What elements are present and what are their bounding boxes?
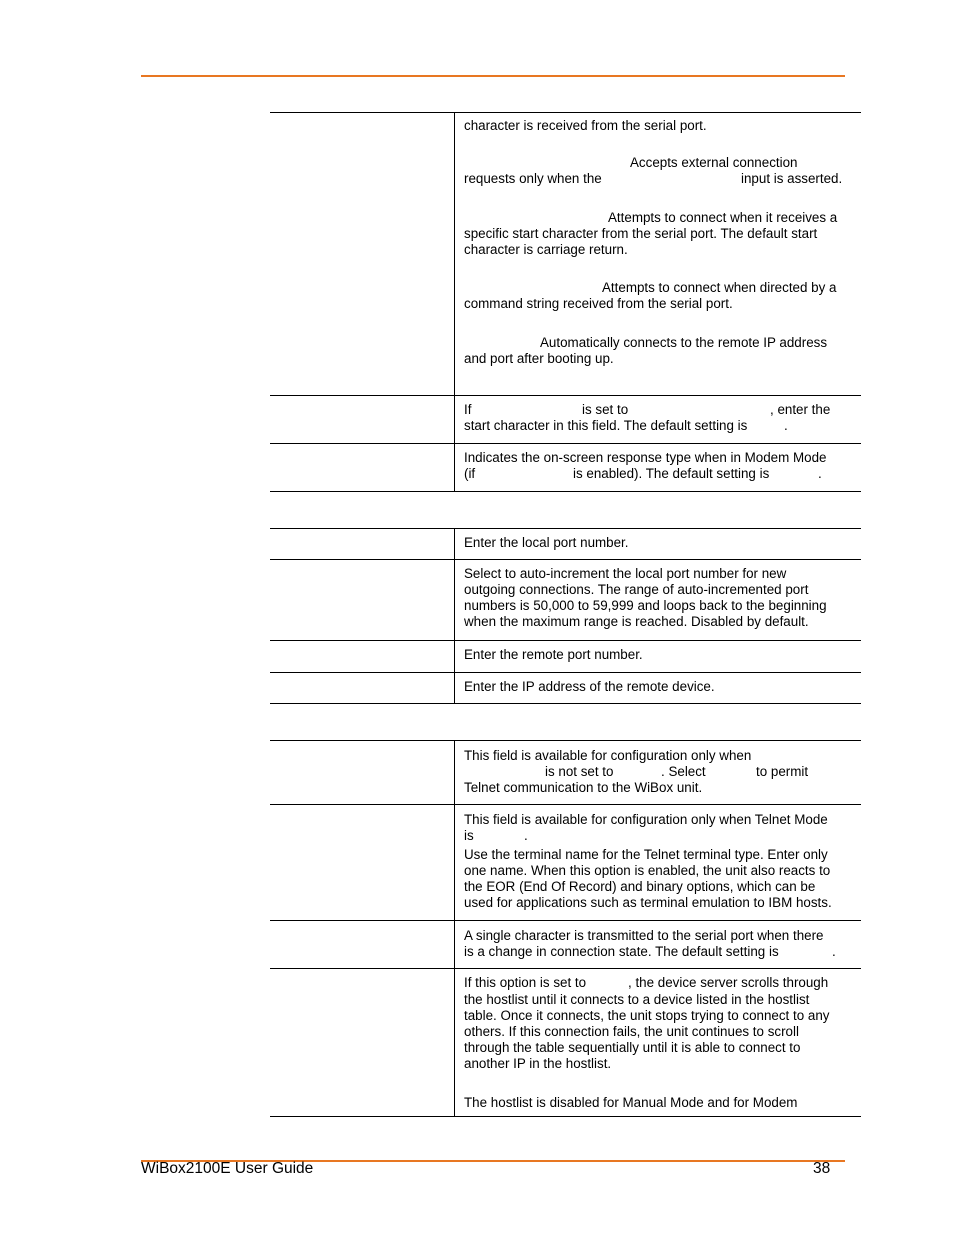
cell-text: is a change in connection state. The default setting is — [464, 944, 779, 959]
cell-text: is enabled). The default setting is — [573, 466, 770, 481]
cell-text: table. Once it connects, the unit stops trying to connect to any — [464, 1008, 830, 1023]
cell-text: If — [464, 402, 472, 417]
cell-text: . — [524, 828, 528, 843]
cell-text: the EOR (End Of Record) and binary options, which can be — [464, 879, 816, 894]
cell-text: , the device server scrolls through — [628, 975, 829, 990]
header-rule — [141, 75, 845, 77]
cell-text: specific start character from the serial port. The default start — [464, 226, 818, 241]
row-label-cell — [270, 640, 455, 672]
table-rule — [270, 672, 861, 673]
cell-text: . Select — [661, 764, 706, 779]
cell-text: command string received from the serial port. — [464, 296, 733, 311]
cell-text: . — [832, 944, 836, 959]
cell-text: Select to auto-increment the local port number for new — [464, 566, 787, 581]
cell-text: when the maximum range is reached. Disabled by default. — [464, 614, 809, 629]
row-label-cell — [270, 672, 455, 703]
cell-text: character is carriage return. — [464, 242, 628, 257]
row-label-cell — [270, 804, 455, 920]
cell-text: others. If this connection fails, the unit continues to scroll — [464, 1024, 799, 1039]
row-label-cell — [270, 528, 455, 559]
cell-text: . — [784, 418, 788, 433]
row-label-cell — [270, 740, 455, 804]
table-rule — [270, 703, 861, 704]
cell-text: requests only when the — [464, 171, 602, 186]
row-label-cell — [270, 443, 455, 491]
table-row — [270, 920, 861, 968]
table-row — [270, 968, 861, 1116]
cell-text: start character in this field. The default setting is — [464, 418, 748, 433]
table-row — [270, 528, 861, 559]
table-rule — [270, 559, 861, 560]
cell-text: Attempts to connect when directed by a — [602, 280, 837, 295]
cell-text: input is asserted. — [741, 171, 843, 186]
cell-text: A single character is transmitted to the serial port when there — [464, 928, 824, 943]
cell-text: Accepts external connection — [630, 155, 798, 170]
table-row — [270, 640, 861, 672]
cell-text: through the table sequentially until it is able to connect to — [464, 1040, 801, 1055]
cell-text: one name. When this option is enabled, the unit also reacts to — [464, 863, 831, 878]
table-rule — [270, 491, 861, 492]
cell-text: Attempts to connect when it receives a — [608, 210, 838, 225]
row-label-cell — [270, 395, 455, 443]
table-row — [270, 395, 861, 443]
footer-title: WiBox2100E User Guide — [141, 1160, 314, 1177]
cell-text: the hostlist until it connects to a device listed in the hostlist — [464, 992, 810, 1007]
cell-text: outgoing connections. The range of auto-incremented port — [464, 582, 809, 597]
cell-text: Enter the remote port number. — [464, 647, 643, 662]
cell-text: numbers is 50,000 to 59,999 and loops back to the beginning — [464, 598, 827, 613]
cell-text: Use the terminal name for the Telnet terminal type. Enter only — [464, 847, 828, 862]
cell-text: is set to — [582, 402, 629, 417]
table-row — [270, 740, 861, 804]
table-row — [270, 672, 861, 703]
cell-text: character is received from the serial port. — [464, 118, 707, 133]
table-row — [270, 804, 861, 920]
cell-text: . — [818, 466, 822, 481]
table-rule — [270, 443, 861, 444]
row-label-cell — [270, 920, 455, 968]
table-row — [270, 112, 861, 395]
cell-text: , enter the — [770, 402, 831, 417]
table-rule — [270, 804, 861, 805]
table-rule — [270, 395, 861, 396]
cell-text: If this option is set to — [464, 975, 587, 990]
cell-text: used for applications such as terminal emulation to IBM hosts. — [464, 895, 832, 910]
table-rule — [270, 968, 861, 969]
row-label-cell — [270, 112, 455, 395]
cell-text: Enter the IP address of the remote device. — [464, 679, 715, 694]
page-number: 38 — [813, 1160, 831, 1177]
cell-text: Indicates the on-screen response type when in Modem Mode — [464, 450, 827, 465]
cell-text: and port after booting up. — [464, 351, 614, 366]
table-rule — [270, 920, 861, 921]
cell-text: to permit — [756, 764, 809, 779]
cell-text: (if — [464, 466, 476, 481]
cell-text: Automatically connects to the remote IP address — [540, 335, 828, 350]
cell-text: is — [464, 828, 474, 843]
table-row — [270, 559, 861, 640]
cell-text: Enter the local port number. — [464, 535, 629, 550]
cell-text: another IP in the hostlist. — [464, 1056, 612, 1071]
row-label-cell — [270, 968, 455, 1116]
cell-text: Telnet communication to the WiBox unit. — [464, 780, 703, 795]
cell-text: This field is available for configuration only when Telnet Mode — [464, 812, 828, 827]
cell-text: This field is available for configuration only when — [464, 748, 752, 763]
cell-text: The hostlist is disabled for Manual Mode and for Modem — [464, 1095, 798, 1110]
table-rule — [270, 1116, 861, 1117]
table-rule — [270, 640, 861, 641]
table-row — [270, 443, 861, 491]
cell-text: is not set to — [545, 764, 614, 779]
row-label-cell — [270, 559, 455, 640]
